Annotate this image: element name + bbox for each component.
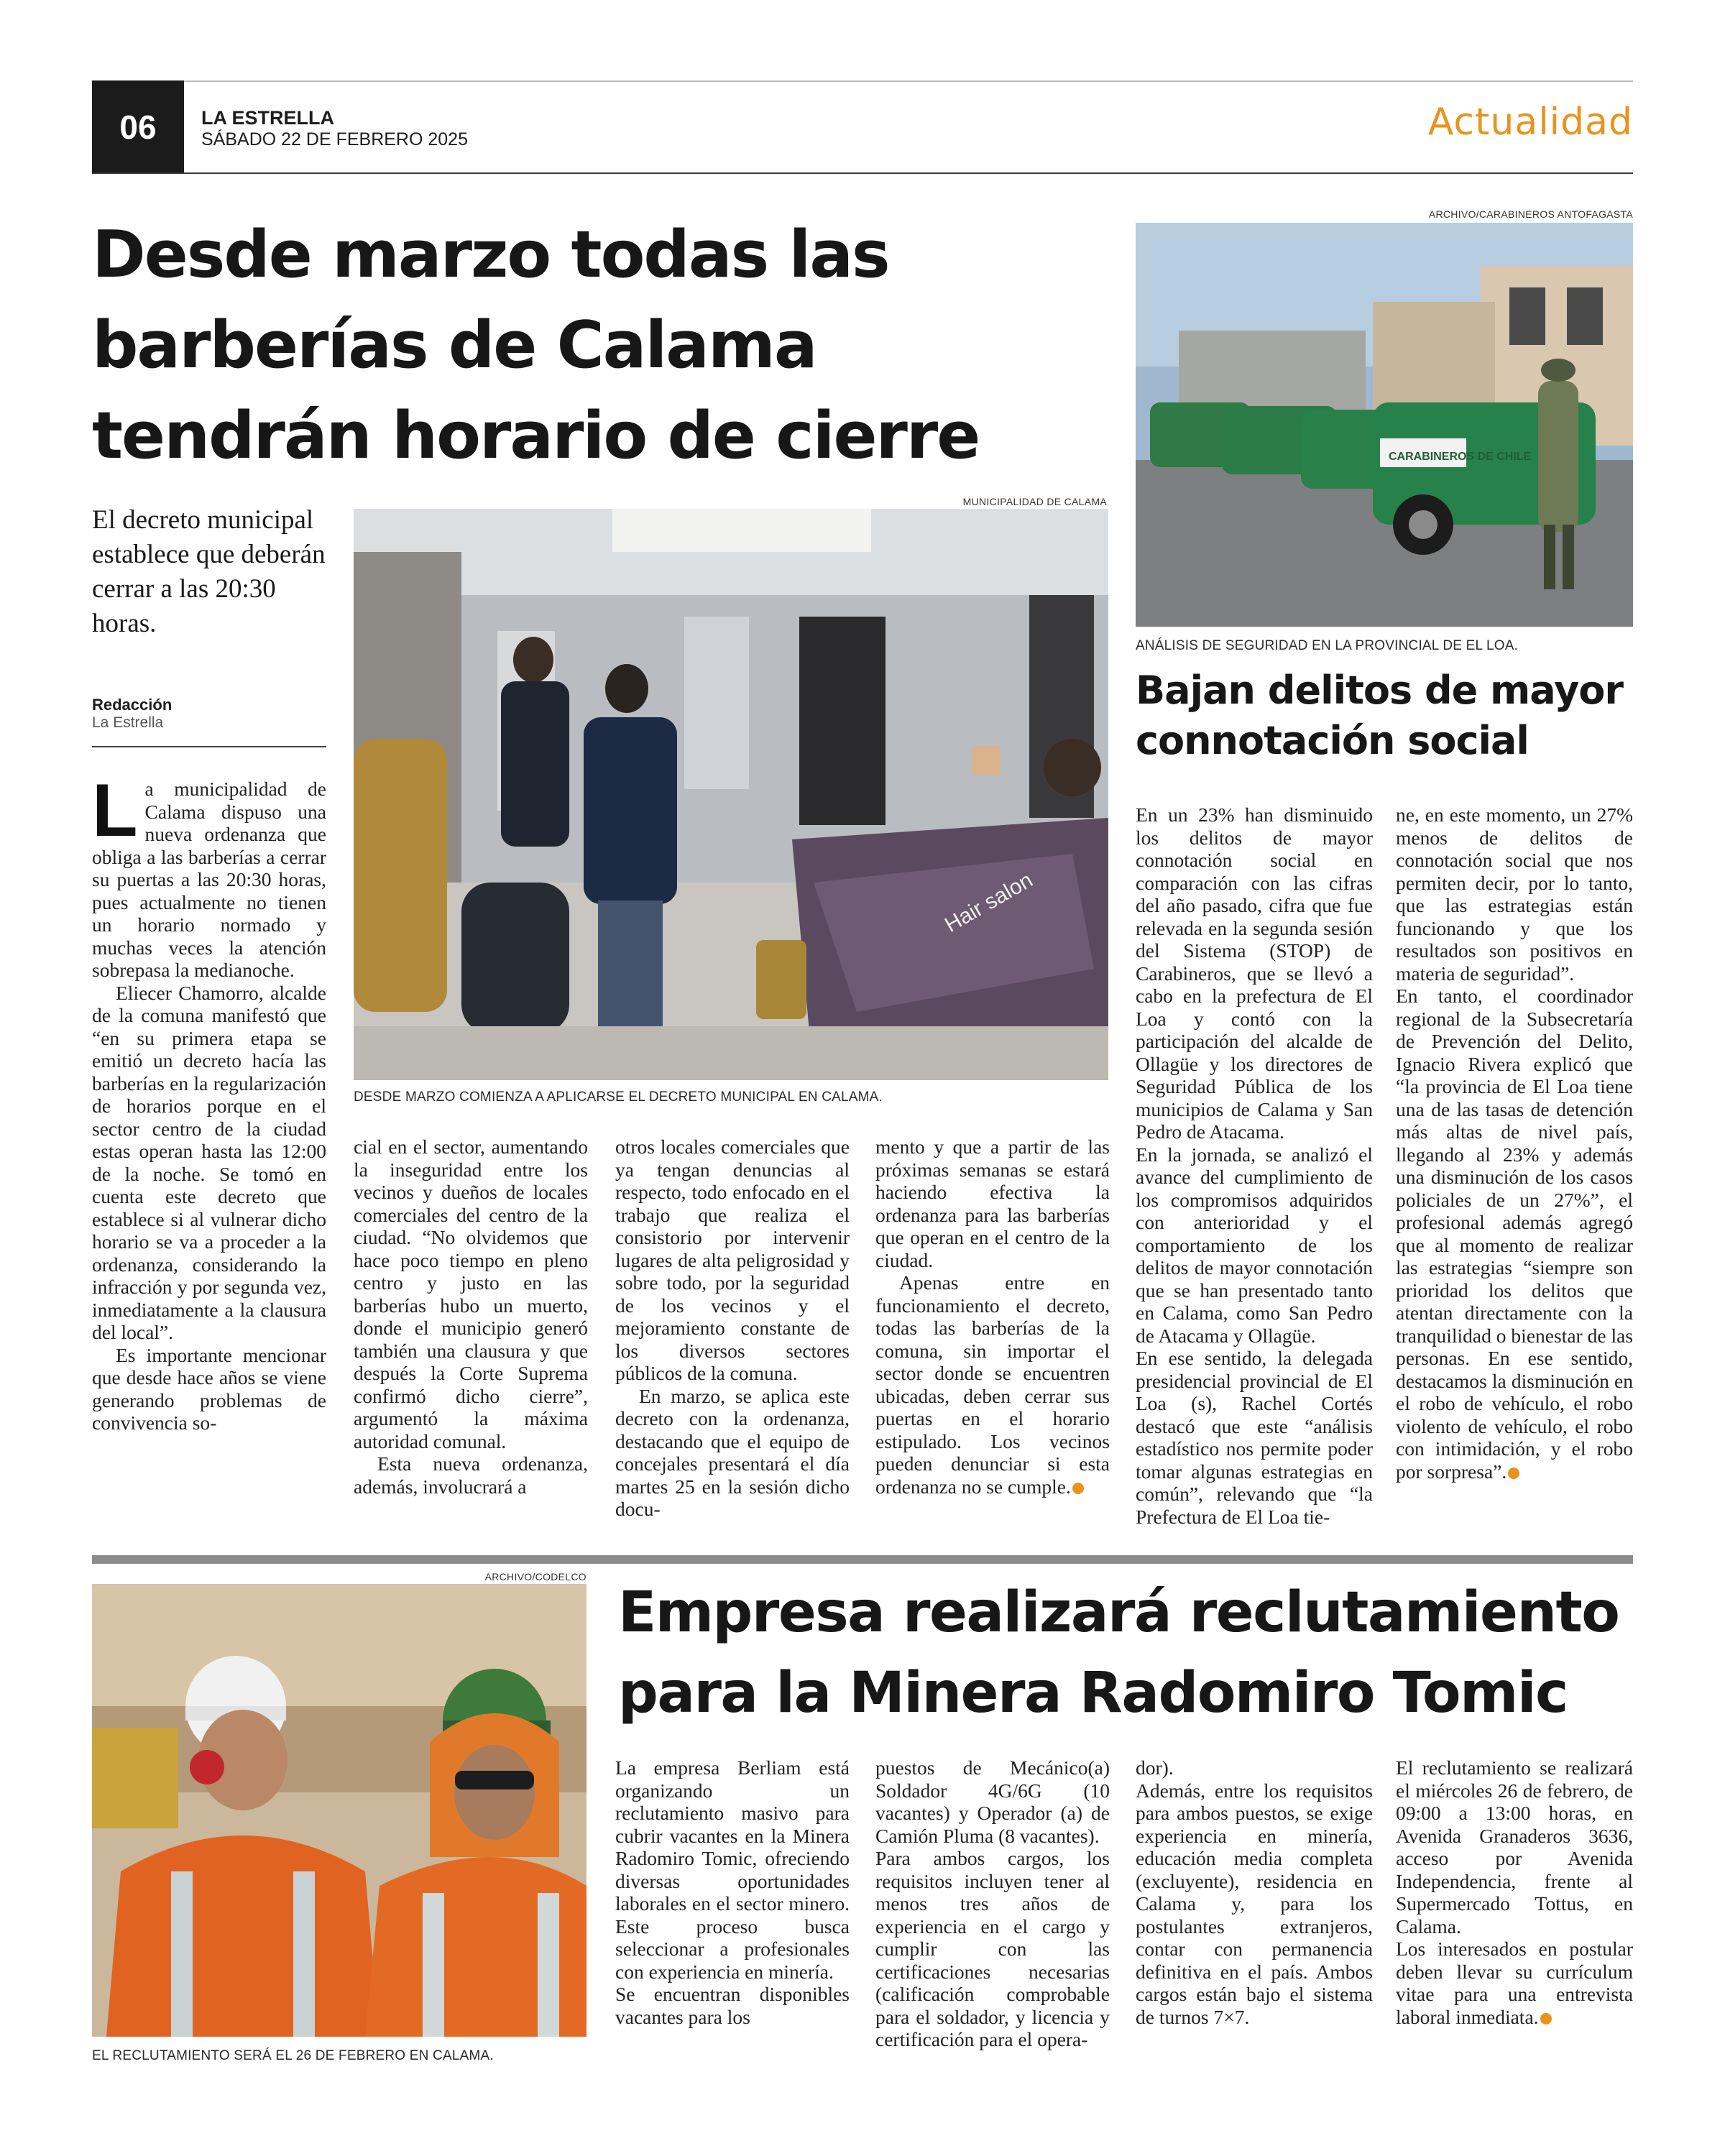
article-3-photo-caption: EL RECLUTAMIENTO SERÁ EL 26 DE FEBRERO EN CALAMA. — [92, 2048, 494, 2063]
article-2-paragraph: En la jornada, se analizó el avance del cumplimiento de los compromisos adquiridos con anterioridad y el comportamiento de los delitos de mayor connotación que se han presentado tanto en Calama, como San Pedro de Atacama y Ollagüe. — [1136, 1143, 1373, 1347]
article-2-photo-credit: ARCHIVO/CARABINEROS ANTOFAGASTA — [1428, 208, 1633, 220]
article-1-paragraph: Apenas entre en funcionamiento el decreto, todas las barberías de la comuna, sin importar el sector donde se encuentren ubicadas, deben cerrar sus puertas en el horario estipulado. Los vecinos pueden denunciar si esta ordenanza no se cumple. — [875, 1271, 1110, 1498]
patrol-car-text: CARABINEROS DE CHILE — [1389, 451, 1532, 463]
publication-date: SÁBADO 22 DE FEBRERO 2025 — [201, 129, 468, 149]
end-of-article-icon — [1540, 2013, 1552, 2024]
article-3-photo-credit: ARCHIVO/CODELCO — [484, 1571, 586, 1583]
article-1-byline: Redacción — [92, 696, 172, 714]
article-2-paragraph: En tanto, el coordinador regional de la Subsecretaría de Prevención del Delito, Ignacio Rivera explicó que “la provincia de El Loa tiene una de las tasas de detención más altas de nivel país, llegando al 23% y además una disminución de los casos policiales de un 27%”, el profesional además agregó que al momento de realizar las estrategias “siempre son prioridad los delitos que atentan directamente con la tranquilidad o bienestar de las personas. En ese sentido, destacamos la disminución en el robo de vehículo, el robo violento de vehículo, el robo con intimidación, y el robo por sorpresa”. — [1396, 985, 1633, 1483]
miners-photo — [92, 1584, 586, 2037]
article-1-paragraph: Es importante mencionar que desde hace años se viene generando problemas de convivencia so- — [92, 1343, 326, 1434]
article-3-paragraph: Los interesados en postular deben llevar su currículum vitae para una entrevista laboral inmediata. — [1396, 1938, 1633, 2028]
article-1-paragraph: mento y que a partir de las próximas semanas se estará haciendo efectiva la ordenanza para las barberías que operan en el centro de la ciudad. — [875, 1135, 1110, 1271]
article-1-paragraph: En marzo, se aplica este decreto con la ordenanza, destacando que el equipo de concejales presentará el día martes 25 en la sesión dicho docu- — [615, 1384, 850, 1520]
article-1-paragraph: Esta nueva ordenanza, además, involucrará a — [354, 1452, 588, 1498]
barbershop-photo — [354, 509, 1108, 1080]
article-1-column-4 — [875, 1135, 1110, 1498]
article-3-column-4 — [1396, 1756, 1633, 2028]
article-2-column-2 — [1396, 803, 1633, 1483]
article-3-paragraph: Además, entre los requisitos para ambos puestos, se exige experiencia en minería, educación media completa (excluyente), residencia en Calama y, para los postulantes extranjeros, contar con permanencia definitiva en el país. Ambos cargos están bajo el sistema de turnos 7×7. — [1136, 1779, 1373, 2028]
article-1-paragraph: Eliecer Chamorro, alcalde de la comuna manifestó que “en su primera etapa se emitió un decreto hacía las barberías en la regularización de horarios porque en el sector centro de la ciudad estas operan hasta las 12:00 de la noche. Se tomó en cuenta este decreto que establece si al vulnerar dicho horario se va a proceder a la ordenanza, considerando la infracción y por segunda vez, inmediatamente a la clausura del local”. — [92, 981, 326, 1343]
article-2-paragraph: En un 23% han disminuido los delitos de mayor connotación social en comparación con las cifras del año pasado, cifra que fue relevada en la segunda sesión del Sistema (STOP) de Carabineros, que se llevó a cabo en la prefectura de El Loa y contó con la participación del alcalde de Ollagüe y los directores de Seguridad Pública de los municipios de Calama y San Pedro de Atacama. — [1136, 803, 1373, 1143]
article-3-column-3 — [1136, 1756, 1373, 2028]
article-2-paragraph: ne, en este momento, un 27% menos de delitos de connotación social que nos permiten decir, por lo tanto, que las estrategias están funcionando y que los resultados son positivos en materia de seguridad”. — [1396, 803, 1633, 985]
dropcap: L — [92, 769, 138, 852]
article-1-headline: Desde marzo todas las barberías de Calama tendrán horario de cierre — [92, 217, 980, 474]
section-title: Actualidad — [1427, 101, 1633, 144]
article-1-photo-credit: MUNICIPALIDAD DE CALAMA — [962, 496, 1107, 507]
article-1-paragraph: otros locales comerciales que ya tengan denuncias al respecto, todo enfocado en el trabajo que realiza el consistorio por intervenir lugares de alta peligrosidad y sobre todo, por la seguridad de los vecinos y el mejoramiento constante de los diversos sectores públicos de la comuna. — [615, 1135, 850, 1384]
article-1-column-3 — [615, 1135, 850, 1521]
article-1-photo-caption: DESDE MARZO COMIENZA A APLICARSE EL DECRETO MUNICIPAL EN CALAMA. — [354, 1089, 883, 1105]
article-1-paragraph: cial en el sector, aumentando la inseguridad entre los vecinos y dueños de locales comerciales del centro de la ciudad. “No olvidemos que hace poco tiempo en pleno centro y justo en las barberías hubo un muerto, donde el municipio generó también una clausura y que después la Corte Suprema confirmó dicho cierre”, argumentó la máxima autoridad comunal. — [354, 1135, 588, 1452]
carabineros-photo — [1136, 223, 1633, 627]
article-3-paragraph: dor). — [1136, 1756, 1174, 1779]
salon-cape-text: Hair salon — [941, 867, 1037, 938]
section-separator — [92, 1555, 1633, 1564]
header-top-rule — [92, 80, 1633, 82]
end-of-article-icon — [1072, 1483, 1084, 1494]
article-2-photo-caption: ANÁLISIS DE SEGURIDAD EN LA PROVINCIAL DE EL LOA. — [1136, 638, 1519, 653]
article-1-deck: El decreto municipal establece que deberán cerrar a las 20:30 horas. — [92, 505, 326, 638]
article-2-headline: Bajan delitos de mayor connotación social — [1136, 668, 1623, 763]
article-1-paragraph: a municipalidad de Calama dispuso una nueva ordenanza que obliga a las barberías a cerrar su puertas a las 20:30 horas, pues actualmente no tienen un horario normado y muchas veces la atención sobrepasa la medianoche. — [92, 778, 326, 981]
article-1-byline-source: La Estrella — [92, 714, 164, 731]
article-3-headline: Empresa realizará reclutamiento para la Minera Radomiro Tomic — [618, 1580, 1619, 1726]
article-3-paragraph: El reclutamiento se realizará el miércoles 26 de febrero, de 09:00 a 13:00 horas, en Avenida Granaderos 3636, acceso por Avenida Independencia, frente al Supermercado Tottus, en Calama. — [1396, 1756, 1633, 1938]
article-3-paragraph: La empresa Berliam está organizando un reclutamiento masivo para cubrir vacantes en la Minera Radomiro Tomic, ofreciendo diversas oportunidades laborales en el sector minero. Este proceso busca seleccionar a profesionales con experiencia en minería. — [615, 1756, 850, 1983]
header-bottom-rule — [92, 172, 1633, 174]
end-of-article-icon — [1508, 1468, 1519, 1479]
article-2-paragraph: En ese sentido, la delegada presidencial provincial de El Loa (s), Rachel Cortés destacó que este “análisis estadístico nos permite poder tomar algunas estrategias en común”, relevando que “la Prefectura de El Loa tie- — [1136, 1347, 1373, 1528]
article-3-column-2 — [875, 1756, 1110, 2051]
article-3-paragraph: Se encuentran disponibles vacantes para los — [615, 1983, 850, 2028]
article-2-column-1 — [1136, 803, 1373, 1528]
byline-rule — [92, 746, 326, 747]
article-1-column-1 — [92, 769, 326, 1434]
publication-name: LA ESTRELLA — [201, 107, 334, 129]
article-1-column-2 — [354, 1135, 588, 1498]
article-3-paragraph: Para ambos cargos, los requisitos incluyen tener al menos tres años de experiencia en el cargo y cumplir con las certificaciones necesarias (calificación comprobable para el soldador, y licencia y certificación para el opera- — [875, 1847, 1110, 2050]
page-number: 06 — [92, 80, 184, 174]
article-3-paragraph: puestos de Mecánico(a) Soldador 4G/6G (10 vacantes) y Operador (a) de Camión Pluma (8 vacantes). — [875, 1756, 1110, 1847]
article-3-column-1 — [615, 1756, 850, 2028]
